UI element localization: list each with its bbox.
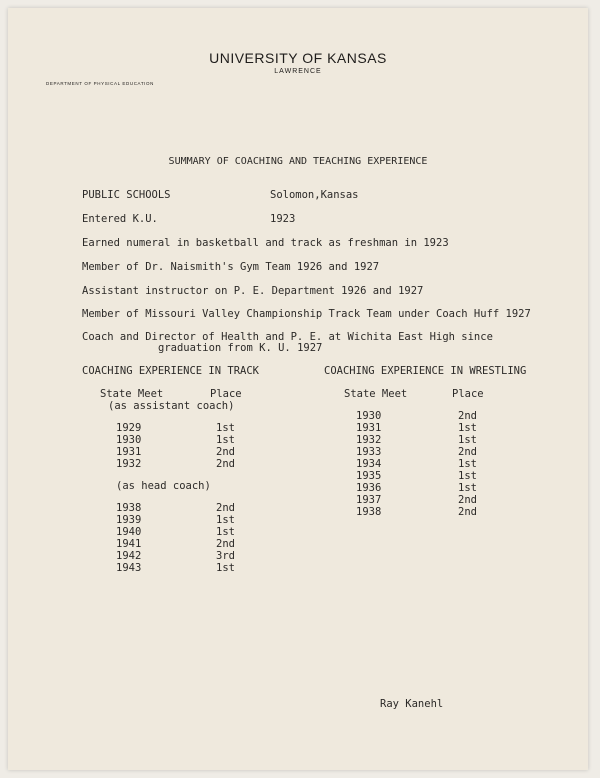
track-place: 1st — [216, 526, 235, 538]
track-year: 1930 — [116, 434, 142, 446]
wrestling-year: 1938 — [356, 506, 382, 518]
wrestling-year: 1935 — [356, 470, 382, 482]
track-place: 1st — [216, 422, 235, 434]
public-schools-label: PUBLIC SCHOOLS — [82, 189, 171, 201]
wrestling-year: 1932 — [356, 434, 382, 446]
experience-line: Member of Missouri Valley Championship Track Team under Coach Huff 1927 — [82, 308, 531, 320]
track-year: 1941 — [116, 538, 142, 550]
track-year: 1929 — [116, 422, 142, 434]
wrestling-year: 1936 — [356, 482, 382, 494]
track-place: 3rd — [216, 550, 235, 562]
wrestling-place: 1st — [458, 422, 477, 434]
entered-label: Entered K.U. — [82, 213, 158, 225]
wrestling-col-place: Place — [452, 388, 484, 400]
track-place: 2nd — [216, 458, 235, 470]
wrestling-year: 1930 — [356, 410, 382, 422]
experience-line: graduation from K. U. 1927 — [158, 342, 323, 354]
track-section-title: COACHING EXPERIENCE IN TRACK — [82, 365, 260, 377]
track-place: 2nd — [216, 446, 235, 458]
track-year: 1943 — [116, 562, 142, 574]
wrestling-year: 1933 — [356, 446, 382, 458]
experience-line: Assistant instructor on P. E. Department 1926 and 1927 — [82, 285, 424, 297]
track-year: 1940 — [116, 526, 142, 538]
wrestling-place: 1st — [458, 434, 477, 446]
experience-line: Coach and Director of Health and P. E. at Wichita East High since — [82, 331, 493, 343]
track-assistant-note: (as assistant coach) — [108, 400, 235, 412]
track-col-meet: State Meet — [100, 388, 164, 400]
wrestling-year: 1937 — [356, 494, 382, 506]
signature-name: Ray Kanehl — [380, 698, 444, 710]
wrestling-place: 2nd — [458, 506, 477, 518]
wrestling-place: 1st — [458, 458, 477, 470]
wrestling-place: 2nd — [458, 446, 477, 458]
track-year: 1938 — [116, 502, 142, 514]
letterhead-university: UNIVERSITY OF KANSAS — [209, 50, 387, 66]
wrestling-col-meet: State Meet — [344, 388, 408, 400]
track-year: 1932 — [116, 458, 142, 470]
wrestling-place: 2nd — [458, 410, 477, 422]
track-year: 1942 — [116, 550, 142, 562]
wrestling-place: 2nd — [458, 494, 477, 506]
track-year: 1939 — [116, 514, 142, 526]
wrestling-place: 1st — [458, 482, 477, 494]
track-place: 2nd — [216, 502, 235, 514]
track-place: 2nd — [216, 538, 235, 550]
experience-line: Member of Dr. Naismith's Gym Team 1926 and 1927 — [82, 261, 380, 273]
document-page — [8, 8, 588, 770]
wrestling-year: 1934 — [356, 458, 382, 470]
track-year: 1931 — [116, 446, 142, 458]
letterhead-department: DEPARTMENT OF PHYSICAL EDUCATION — [46, 81, 154, 86]
wrestling-section-title: COACHING EXPERIENCE IN WRESTLING — [324, 365, 527, 377]
letterhead-city: LAWRENCE — [274, 68, 322, 75]
public-schools-value: Solomon,Kansas — [270, 189, 359, 201]
track-place: 1st — [216, 434, 235, 446]
experience-line: Earned numeral in basketball and track as freshman in 1923 — [82, 237, 449, 249]
document-heading: SUMMARY OF COACHING AND TEACHING EXPERIENCE — [168, 156, 428, 167]
entered-value: 1923 — [270, 213, 296, 225]
wrestling-place: 1st — [458, 470, 477, 482]
wrestling-year: 1931 — [356, 422, 382, 434]
track-place: 1st — [216, 514, 235, 526]
track-head-note: (as head coach) — [116, 480, 211, 492]
track-place: 1st — [216, 562, 235, 574]
track-col-place: Place — [210, 388, 242, 400]
